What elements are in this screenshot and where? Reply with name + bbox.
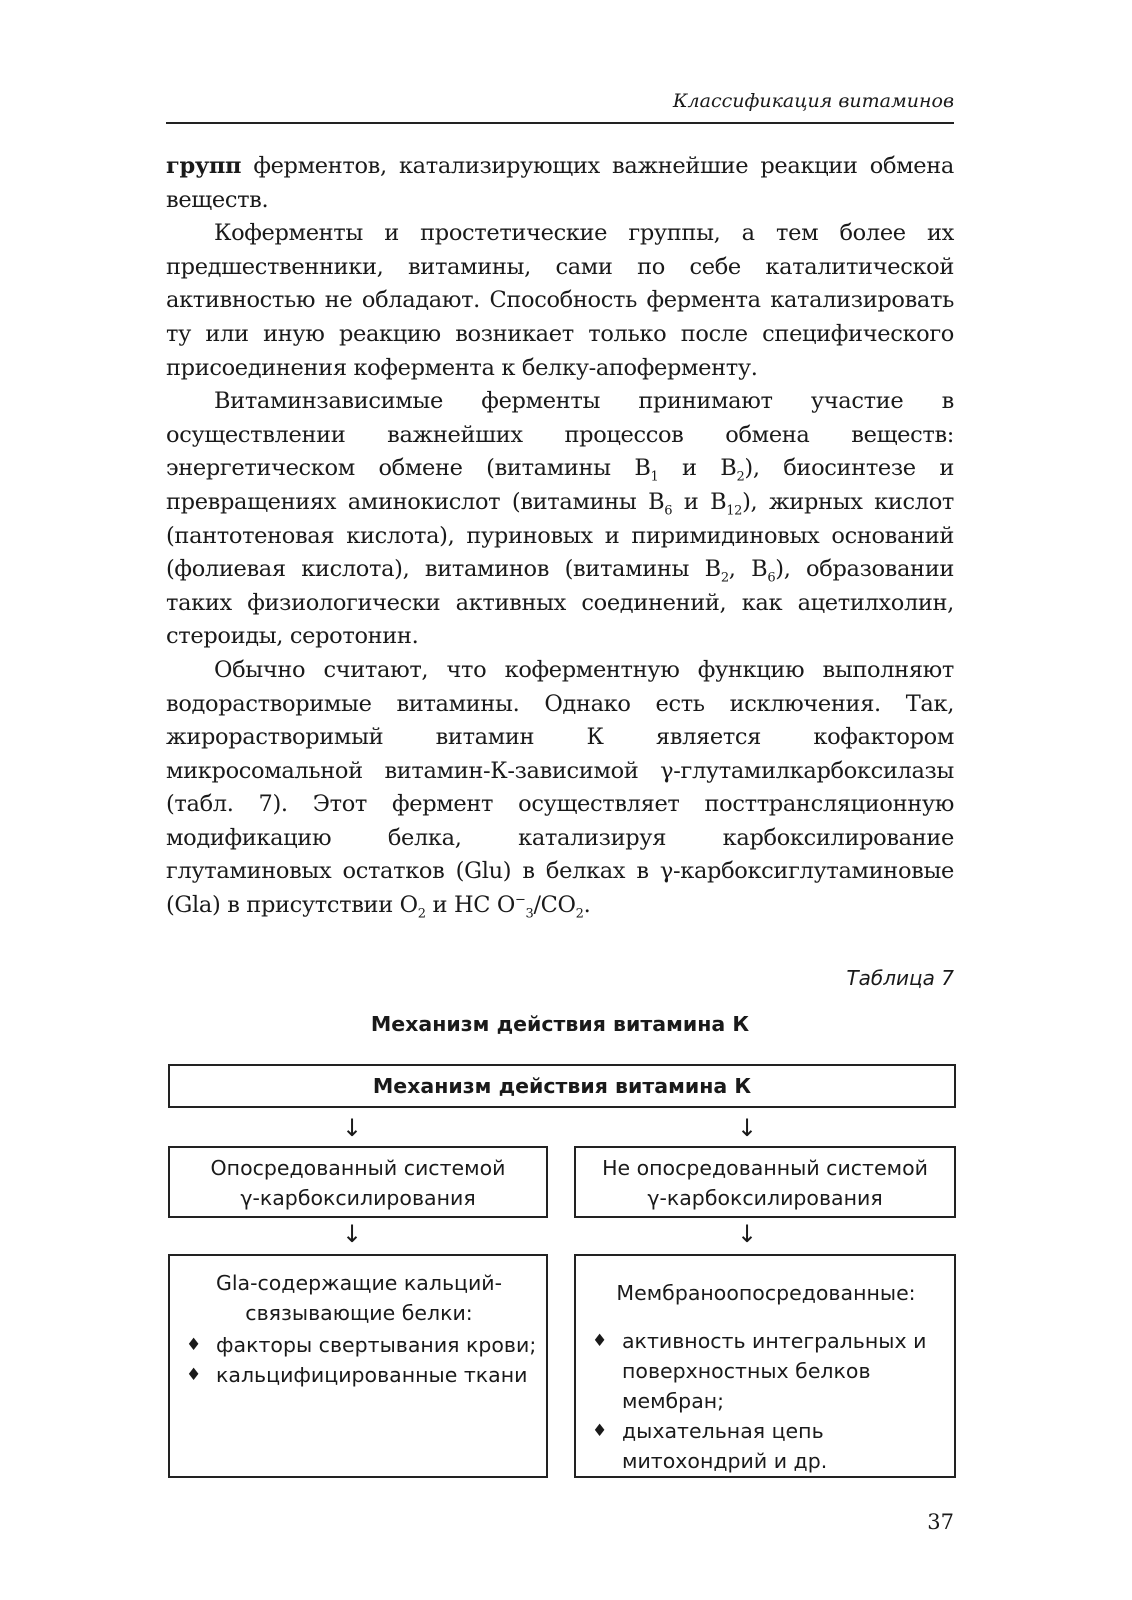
arrow-down-icon: ↓ bbox=[737, 1220, 758, 1248]
subscript: 2 bbox=[736, 469, 745, 485]
diamond-bullet-icon: ♦ bbox=[592, 1331, 608, 1351]
list-item-text: факторы свертывания крови; bbox=[216, 1333, 537, 1357]
diamond-bullet-icon: ♦ bbox=[186, 1335, 202, 1355]
diagram-box-gla-proteins bbox=[168, 1254, 548, 1478]
diagram-top-box: Механизм действия витамина К bbox=[168, 1064, 956, 1108]
paragraph-1-text: ферментов, катализирующих важнейшие реакции обмена веществ. bbox=[166, 153, 954, 213]
paragraph-4-text: /CO bbox=[533, 892, 576, 919]
arrow-down-icon: ↓ bbox=[737, 1114, 758, 1142]
bullet-list bbox=[180, 1330, 538, 1390]
list-item-text: кальцифицированные ткани bbox=[216, 1363, 528, 1387]
box-heading bbox=[180, 1268, 538, 1328]
bullet-list bbox=[586, 1326, 946, 1476]
paragraph-2: Коферменты и простетические группы, а тем более их предшественники, витамины, сами по себе каталитической активностью не обладают. Способность фермента катализировать ту или иную реакцию возникает только после специфического присоединения кофермента к белку-апоферменту. bbox=[166, 220, 954, 381]
body-text bbox=[166, 150, 954, 923]
subscript: 2 bbox=[417, 906, 426, 922]
diamond-bullet-icon: ♦ bbox=[186, 1365, 202, 1385]
running-head-title: Классификация витаминов bbox=[672, 90, 954, 112]
diagram-box-not-mediated bbox=[574, 1146, 956, 1218]
box-heading-line: Gla-содержащие кальций- bbox=[215, 1271, 503, 1295]
list-item bbox=[180, 1330, 538, 1360]
diamond-bullet-icon: ♦ bbox=[592, 1421, 608, 1441]
paragraph-4-text: Обычно считают, что коферментную функцию выполняют водорастворимые витамины. Однако есть исключения. Так, жирорастворимый витамин К является кофактором микросомальной витамин-К-зависимой γ-глутамилкарбоксилазы (табл. 7). Этот фермент осуществляет посттрансляционную модификацию белка, катализируя карбоксилирование глутаминовых остатков (Glu) в белках в γ-карбоксиглутаминовые (Gla) в присутствии O bbox=[166, 656, 954, 919]
arrow-down-icon: ↓ bbox=[342, 1114, 363, 1142]
paragraph-3-text: Витаминзависимые ферменты принимают участие в осуществлении важнейших процессов обмена веществ: энергетическом обмене (витамины B bbox=[166, 388, 954, 482]
paragraph-3-text: и B bbox=[672, 488, 727, 515]
paragraph-4 bbox=[166, 654, 954, 923]
subscript: 6 bbox=[664, 503, 673, 519]
paragraph-3-text: ), жирных кислот (пантотеновая кислота), пуриновых и пиримидиновых оснований (фолиевая кислота), витаминов (витамины B bbox=[166, 488, 955, 583]
diagram-box-mediated bbox=[168, 1146, 548, 1218]
box-line: γ-карбоксилирования bbox=[647, 1186, 883, 1210]
box-line: Не опосредованный системой bbox=[602, 1156, 928, 1180]
paragraph-3-text: , B bbox=[728, 556, 768, 583]
list-item-text: активность интегральных и поверхностных белков мембран; bbox=[622, 1329, 927, 1413]
box-line: Опосредованный системой bbox=[210, 1156, 506, 1180]
paragraph-3-text: ), биосинтезе и превращениях аминокислот (витамины B bbox=[166, 455, 955, 515]
diagram-box-membrane bbox=[574, 1254, 956, 1478]
table-title: Механизм действия витамина К bbox=[370, 1012, 750, 1036]
paragraph-4-text: и HC O bbox=[425, 892, 515, 919]
list-item bbox=[586, 1416, 946, 1476]
paragraph-4-text: . bbox=[583, 892, 591, 919]
box-heading-line: связывающие белки: bbox=[245, 1301, 473, 1325]
box-heading: Мембраноопосредованные: bbox=[616, 1281, 916, 1305]
subscript: 12 bbox=[726, 503, 743, 519]
paragraph-1 bbox=[166, 150, 954, 217]
list-item-text: дыхательная цепь митохондрий и др. bbox=[622, 1419, 828, 1473]
superscript: − bbox=[514, 892, 526, 908]
subscript: 3 bbox=[525, 906, 534, 922]
page-number: 37 bbox=[927, 1510, 954, 1534]
paragraph-1-bold: групп bbox=[166, 153, 242, 179]
subscript: 6 bbox=[767, 570, 776, 586]
arrow-down-icon: ↓ bbox=[342, 1220, 363, 1248]
paragraph-3 bbox=[166, 385, 954, 654]
table-caption: Таблица 7 bbox=[846, 966, 954, 990]
list-item bbox=[586, 1326, 946, 1416]
subscript: 2 bbox=[575, 906, 584, 922]
paragraph-3-text: и B bbox=[658, 455, 737, 482]
subscript: 1 bbox=[650, 469, 659, 485]
running-head bbox=[166, 82, 954, 124]
paragraph-3-text: ), образовании таких физиологически активных соединений, как ацетилхолин, стероиды, серотонин. bbox=[166, 556, 955, 650]
list-item bbox=[180, 1360, 538, 1390]
box-line: γ-карбоксилирования bbox=[240, 1186, 476, 1210]
subscript: 2 bbox=[720, 570, 729, 586]
